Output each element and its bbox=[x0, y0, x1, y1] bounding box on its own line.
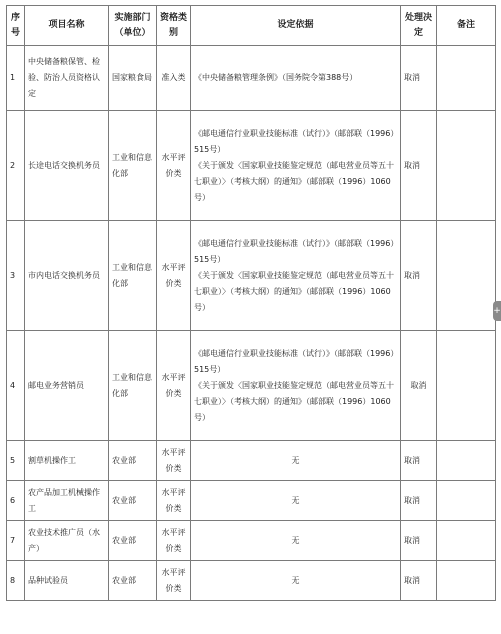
cell-basis bbox=[191, 481, 401, 521]
cell-name: 农业技术推广员（水产） bbox=[25, 521, 109, 561]
cell-note bbox=[437, 221, 496, 331]
header-decision: 处理决定 bbox=[401, 6, 437, 46]
basis-text: 《关于颁发〈国家职业技能鉴定规范（邮电营业员等五十七职业）〉（考核大纲）的通知》（邮部联（1996）1060号） bbox=[194, 380, 394, 422]
cell-seq: 8 bbox=[7, 561, 25, 601]
cell-dept: 农业部 bbox=[109, 521, 157, 561]
cell-decision: 取消 bbox=[401, 331, 437, 441]
cell-basis bbox=[191, 331, 401, 441]
cell-note bbox=[437, 111, 496, 221]
cell-seq: 3 bbox=[7, 221, 25, 331]
basis-text: 《中央储备粮管理条例》（国务院令第388号） bbox=[194, 73, 358, 82]
cell-dept: 工业和信息化部 bbox=[109, 111, 157, 221]
table-row bbox=[7, 111, 496, 221]
cell-seq: 4 bbox=[7, 331, 25, 441]
cell-name: 邮电业务营销员 bbox=[25, 331, 109, 441]
cell-basis bbox=[191, 441, 401, 481]
cell-category: 水平评价类 bbox=[157, 521, 191, 561]
cell-name: 农产品加工机械操作工 bbox=[25, 481, 109, 521]
cell-seq: 6 bbox=[7, 481, 25, 521]
basis-text: 无 bbox=[291, 455, 300, 465]
table-row bbox=[7, 521, 496, 561]
basis-text: 《关于颁发〈国家职业技能鉴定规范（邮电营业员等五十七职业）〉（考核大纲）的通知》（邮部联（1996）1060号） bbox=[194, 160, 394, 202]
basis-text: 无 bbox=[291, 495, 300, 505]
cell-basis bbox=[191, 561, 401, 601]
table-row bbox=[7, 441, 496, 481]
cell-basis bbox=[191, 521, 401, 561]
table-row bbox=[7, 221, 496, 331]
cell-seq: 2 bbox=[7, 111, 25, 221]
cell-seq: 7 bbox=[7, 521, 25, 561]
header-category: 资格类别 bbox=[157, 6, 191, 46]
cell-seq: 1 bbox=[7, 46, 25, 111]
cell-name: 长途电话交换机务员 bbox=[25, 111, 109, 221]
cell-category: 水平评价类 bbox=[157, 561, 191, 601]
cell-decision: 取消 bbox=[401, 221, 437, 331]
cell-decision: 取消 bbox=[401, 561, 437, 601]
cell-note bbox=[437, 481, 496, 521]
cell-decision: 取消 bbox=[401, 441, 437, 481]
cell-dept: 工业和信息化部 bbox=[109, 221, 157, 331]
cell-category: 准入类 bbox=[157, 46, 191, 111]
table-row bbox=[7, 331, 496, 441]
cell-decision: 取消 bbox=[401, 521, 437, 561]
cell-decision: 取消 bbox=[401, 46, 437, 111]
cell-name: 市内电话交换机务员 bbox=[25, 221, 109, 331]
cell-dept: 国家粮食局 bbox=[109, 46, 157, 111]
table-row bbox=[7, 46, 496, 111]
cell-name: 品种试验员 bbox=[25, 561, 109, 601]
basis-text: 《邮电通信行业职业技能标准（试行）》（邮部联（1996）515号） bbox=[194, 238, 395, 264]
header-dept: 实施部门（单位） bbox=[109, 6, 157, 46]
cell-seq: 5 bbox=[7, 441, 25, 481]
cell-note bbox=[437, 46, 496, 111]
header-basis: 设定依据 bbox=[191, 6, 401, 46]
cell-category: 水平评价类 bbox=[157, 481, 191, 521]
header-name: 项目名称 bbox=[25, 6, 109, 46]
cell-decision: 取消 bbox=[401, 111, 437, 221]
table-row bbox=[7, 561, 496, 601]
basis-text: 无 bbox=[291, 575, 300, 585]
cell-basis bbox=[191, 221, 401, 331]
header-note: 备注 bbox=[437, 6, 496, 46]
cell-dept: 工业和信息化部 bbox=[109, 331, 157, 441]
cell-note bbox=[437, 331, 496, 441]
cell-name: 中央储备粮保管、检验、防治人员资格认定 bbox=[25, 46, 109, 111]
cell-category: 水平评价类 bbox=[157, 111, 191, 221]
cell-dept: 农业部 bbox=[109, 481, 157, 521]
table-header-row bbox=[7, 6, 496, 46]
cell-note bbox=[437, 441, 496, 481]
qualification-table bbox=[6, 5, 496, 601]
cell-note bbox=[437, 561, 496, 601]
cell-category: 水平评价类 bbox=[157, 441, 191, 481]
basis-text: 《邮电通信行业职业技能标准（试行）》（邮部联（1996）515号） bbox=[194, 348, 395, 374]
basis-text: 《邮电通信行业职业技能标准（试行）》（邮部联（1996）515号） bbox=[194, 128, 395, 154]
header-seq: 序号 bbox=[7, 6, 25, 46]
cell-note bbox=[437, 521, 496, 561]
cell-name: 割草机操作工 bbox=[25, 441, 109, 481]
cell-dept: 农业部 bbox=[109, 561, 157, 601]
table-row bbox=[7, 481, 496, 521]
basis-text: 《关于颁发〈国家职业技能鉴定规范（邮电营业员等五十七职业）〉（考核大纲）的通知》（邮部联（1996）1060号） bbox=[194, 270, 394, 312]
basis-text: 无 bbox=[291, 535, 300, 545]
plus-icon[interactable]: + bbox=[493, 301, 501, 321]
cell-category: 水平评价类 bbox=[157, 331, 191, 441]
cell-basis bbox=[191, 111, 401, 221]
cell-decision: 取消 bbox=[401, 481, 437, 521]
cell-basis bbox=[191, 46, 401, 111]
cell-category: 水平评价类 bbox=[157, 221, 191, 331]
cell-dept: 农业部 bbox=[109, 441, 157, 481]
